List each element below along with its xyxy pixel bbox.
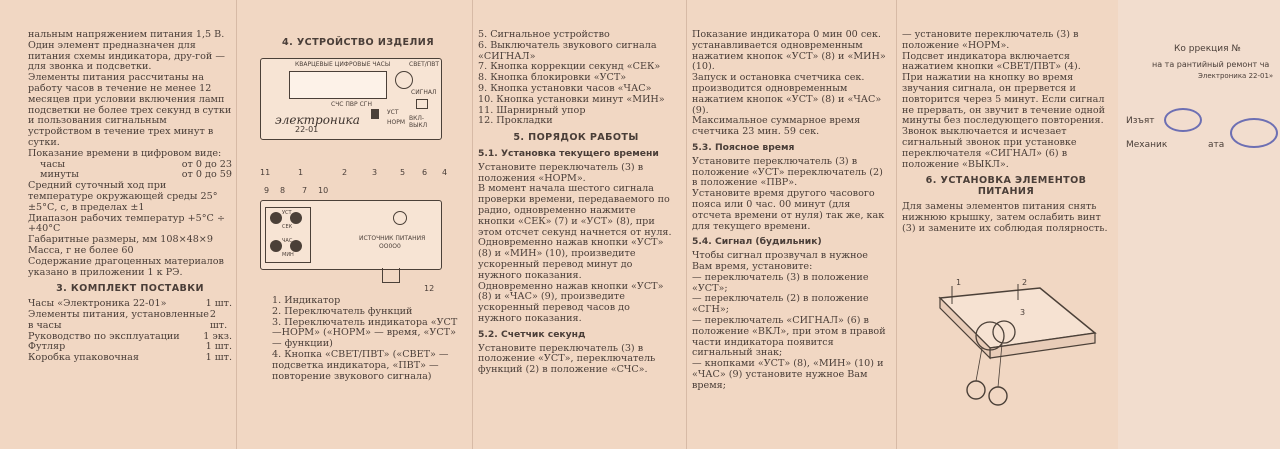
fold-line [686,0,687,449]
stub-line: Электроника 22-01» [1198,72,1274,80]
spec-row: часы от 0 до 23 [40,158,232,170]
legend-item: 9. Кнопка установки часов «ЧАС» [478,82,652,94]
paragraph: Установите переключатель (3) в положения «НОРМ». [478,161,644,184]
kit-row: Часы «Электроника 22-01» 1 шт. [28,298,232,310]
legend-item: 7. Кнопка коррекции секунд «СЕК» [478,61,661,73]
figure-label: 2 [1022,278,1028,287]
display-window [289,71,387,99]
legend-item: 3. Переключатель индикатора «УСТ—НОРМ» («НОРМ» — время, «УСТ» — функции) [272,316,458,350]
paragraph: — переключатель (2) в положение «СГН»; [692,293,869,316]
battery-sublabel: ОО0О0 [379,243,401,250]
paragraph: Показание индикатора 0 мин 00 сек. устанавливается одновременным нажатием кнопок «УСТ» (8) и «МИН» (10). [692,29,886,73]
fold-line [236,0,237,449]
fold-line [472,0,473,449]
subsection-heading: 5.3. Поясное время [692,141,795,153]
paragraph: Для замены элементов питания снять нижнюю крышку, затем ослабить винт (3) и замените их соблюдая полярность. [902,200,1108,234]
paragraph: Одновременно нажав кнопки «УСТ» (8) и «ЧАС» (9), произведите ускоренный перевод часов до нужного показания. [478,280,664,324]
device-front-illustration [260,58,442,140]
button-panel: УСТ СЕК ЧАС МИН [265,207,311,263]
fold-line [896,0,897,449]
paragraph: — установите переключатель (3) в положение «НОРМ». [902,29,1079,51]
paragraph: Максимальное суммарное время счетчика 23 мин. 59 сек. [692,115,861,138]
legend-item: 1. Индикатор [272,295,341,306]
text-line: Диапазон рабочих температур +5°С ÷ +40°С [28,212,225,235]
section-heading: 6. УСТАНОВКА ЭЛЕМЕНТОВ ПИТАНИЯ [925,175,1087,198]
figure-label: 3 [1020,308,1026,317]
text-line: Показание времени в цифровом виде: [28,147,222,159]
device-back-illustration [260,200,442,270]
subsection-heading: 5.2. Счетчик секунд [478,328,586,340]
spec-row: минуты от 0 до 59 [40,169,232,181]
section-heading: 5. ПОРЯДОК РАБОТЫ [513,132,639,144]
pencil-scribble [1230,118,1278,148]
paragraph: Чтобы сигнал прозвучал в нужное Вам время, установите: [692,250,868,272]
pencil-scribble [1164,108,1202,132]
switch-slider-icon [371,109,379,119]
column-operation [478,30,674,376]
legend-item: 12. Прокладки [478,115,553,127]
paragraph: Одновременно нажав кнопки «УСТ» (8) и «МИН» (10), произведите ускоренный перевод минут до нужного показания. [478,237,664,281]
text-line: нальным напряжением питания 1,5 В. [28,29,225,40]
stub-line: Изъят [1126,116,1155,126]
legend-item: 5. Сигнальное устройство [478,29,610,40]
text-line: Один элемент предназначен для питания схемы индикатора, дру-гой — для звонка и подсветки. [28,39,225,73]
kit-row: Элементы питания, установленные в часы 2 шт. [28,308,228,331]
column-modes [692,30,890,392]
text-line: Содержание драгоценных материалов указано в приложении 1 к РЭ. [28,255,224,278]
gasket-icon [382,268,400,283]
paragraph: — переключатель (3) в положение «УСТ»; [692,271,869,294]
legend-item: 6. Выключатель звукового сигнала «СИГНАЛ» [478,39,657,62]
stub-line: Механик [1126,140,1168,150]
device-label: КВАРЦЕВЫЕ ЦИФРОВЫЕ ЧАСЫ [295,61,391,68]
kit-row: Руководство по эксплуатации 1 экз. [28,330,232,342]
paragraph: Установите переключатель (3) в положение «УСТ» переключатель (2) в положение «ПВР». [692,155,883,189]
paragraph: Запуск и остановка счетчика сек. производится одновременным нажатием кнопок «УСТ» (8) и «ЧАС» (9). [692,72,882,116]
text-line: Элементы питания рассчитаны на работу часов в течение не менее 12 месяцев при условии включения ламп подсветки не более трех секунд в сутки и пользования сигнальным устройством в течение трех минут в сутки. [28,72,232,148]
battery-illustration-svg [920,278,1100,418]
legend-item: 11. Шарнирный упор [478,104,586,116]
legend-item: 4. Кнопка «СВЕТ/ПВТ» («СВЕТ» — подсветка индикатора, «ПВТ» — повторение звукового сигнала) [272,348,449,382]
legend-item: 10. Кнопка установки минут «МИН» [478,93,665,105]
figure-label: 1 [956,278,962,287]
button-label: НОРМ [387,119,406,126]
callout: 12 [424,284,435,293]
screw-icon [393,211,407,225]
column-specs [28,30,232,364]
paragraph: Подсвет индикатора включается нажатием кнопки «СВЕТ/ПВТ» (4). [902,50,1081,73]
button-label: УСТ [387,109,399,116]
button-label: СИГНАЛ [411,89,437,96]
kit-row: Коробка упаковочная 1 шт. [28,352,232,364]
stub-line: на та рантийный ремонт ча [1152,60,1270,69]
battery-illustration [920,278,1100,418]
paragraph: Установите время другого часового пояса или 0 час. 00 минут (для отсчета времени от нуля) так же, как для текущего времени. [692,188,885,232]
legend-item: 8. Кнопка блокировки «УСТ» [478,72,627,84]
paragraph: В момент начала шестого сигнала проверки времени, передаваемого по радио, одновременно нажмите кнопки «СЕК» (7) и «УСТ» (8), при этом отсчет секунд начнется от нуля. [478,183,672,238]
switch-icon [416,99,428,109]
kit-row: Футляр 1 шт. [28,341,232,353]
mode-labels: СЧС ПВР СГН [331,101,372,108]
subsection-heading: 5.1. Установка текущего времени [478,147,659,159]
button-icon [270,240,282,252]
button-label: ВКЛ-ВЫКЛ [409,115,428,129]
paragraph: Звонок выключается и исчезает сигнальный звонок при установке переключателя «СИГНАЛ» (6) в положение «ВЫКЛ». [902,126,1077,170]
legend-item: 2. Переключатель функций [272,305,413,317]
section-heading: 3. КОМПЛЕКТ ПОСТАВКИ [56,283,204,295]
column-device: 4. УСТРОЙСТВО ИЗДЕЛИЯ КВАРЦЕВЫЕ ЦИФРОВЫЕ ЧАСЫ СВЕТ/ПВТ СИГНАЛ ВКЛ-ВЫКЛ СЧС ПВР СГН электроника 22-01 УСТ НОРМ 11 1 2 3 5 6 4 9 8 7 10 УСТ СЕК ЧАС МИН ИСТОЧНИК ПИТАНИЯ ОО0О0 12 1. Индикатор 2. Переключатель функций 3. Переключатель индикатора «УСТ—НОРМ» («НОРМ» — время, «УСТ» — функции) 4. Кнопка «СВЕТ/ПВТ» («СВЕТ» — подсветка индикатора, «ПВТ» — повторение звукового сигнала) [248,0,468,449]
text-line: Средний суточный ход при температуре окружающей среды 25° ±5°С, с, в пределах ±1 [28,180,218,213]
warranty-stub [1118,0,1280,449]
battery-label: ИСТОЧНИК ПИТАНИЯ [359,235,426,242]
button-label: СВЕТ/ПВТ [409,61,440,68]
stub-line: Ко ррекция № [1174,44,1241,54]
stub-line: ата [1208,140,1225,150]
text-line: Масса, г не более 60 [28,244,134,256]
column-batteries [902,30,1110,234]
brand-logo: электроника [275,113,360,127]
subsection-heading: 5.4. Сигнал (будильник) [692,236,822,248]
paragraph: Установите переключатель (3) в положение «УСТ», переключатель функций (2) в положение «СЧС». [478,342,656,376]
model-label: 22-01 [295,125,319,134]
paragraph: При нажатии на кнопку во время звучания сигнала, он прервется и повторится через 5 минут. Если сигнал не прервать, он звучит в течение одной минуты без последующего повторения. [902,72,1106,127]
text-line: Габаритные размеры, мм 108×48×9 [28,234,213,246]
signal-speaker-icon [395,71,413,89]
paragraph: — переключатель «СИГНАЛ» (6) в положение «ВКЛ», при этом в правой части индикатора появится сигнальный знак; [692,314,886,359]
paragraph: — кнопками «УСТ» (8), «МИН» (10) и «ЧАС» (9) установите нужное Вам время; [692,358,884,391]
button-icon [270,212,282,224]
section-heading: 4. УСТРОЙСТВО ИЗДЕЛИЯ [282,37,434,48]
